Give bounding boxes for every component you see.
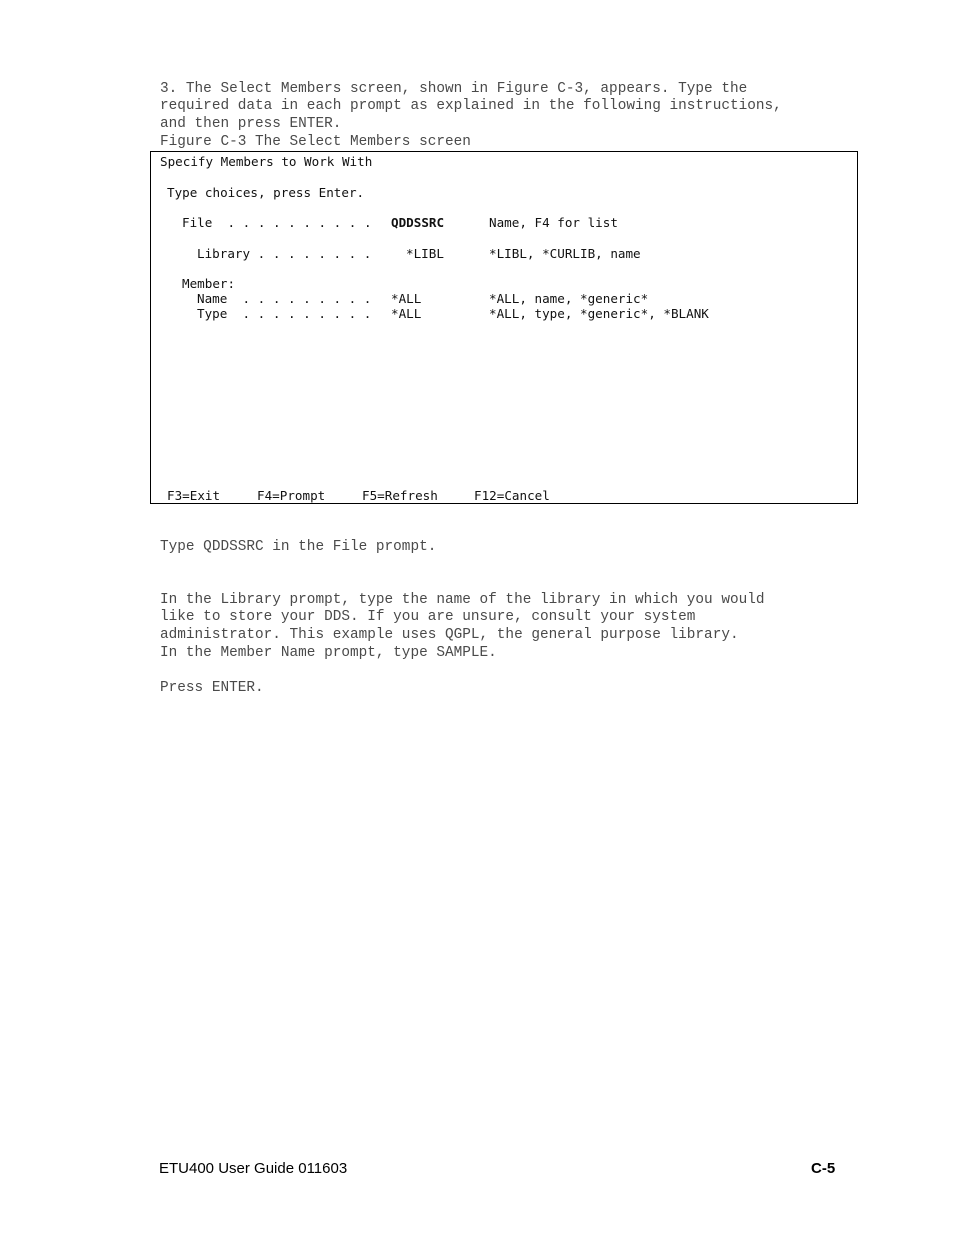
file-prompt-label: File . . . . . . . . . . [182,215,372,230]
member-name-input[interactable]: *ALL [391,291,422,306]
fkey-f5-refresh[interactable]: F5=Refresh [362,488,438,503]
screen-instructions: Type choices, press Enter. [167,185,365,200]
file-prompt-hint: Name, F4 for list [489,215,618,230]
figure-caption: Figure C-3 The Select Members screen [160,134,471,150]
file-prompt-input[interactable]: QDDSSRC [391,215,445,230]
terminal-screen [150,151,858,504]
library-prompt-label: Library . . . . . . . . [197,246,372,261]
screen-title: Specify Members to Work With [160,154,373,169]
step-4: Press ENTER. [160,680,264,696]
fkey-f3-exit[interactable]: F3=Exit [167,488,221,503]
member-type-label: Type . . . . . . . . . [197,306,372,321]
step-2 [160,574,765,644]
intro-line-2: required data in each prompt as explained in the following instructions, [160,98,782,114]
footer-document-title: ETU400 User Guide 011603 [159,1160,348,1177]
member-name-label: Name . . . . . . . . . [197,291,372,306]
intro-paragraph [160,63,782,133]
step-2-line-1: In the Library prompt, type the name of the library in which you would [160,591,765,608]
step-3: In the Member Name prompt, type SAMPLE. [160,645,497,661]
fkey-f4-prompt[interactable]: F4=Prompt [257,488,326,503]
footer-page-number: C-5 [811,1160,836,1177]
member-header: Member: [182,276,236,291]
intro-line-3: and then press ENTER. [160,115,342,132]
library-prompt-hint: *LIBL, *CURLIB, name [489,246,641,261]
intro-line-1: 3. The Select Members screen, shown in Figure C-3, appears. Type the [160,80,748,97]
library-prompt-input[interactable]: *LIBL [406,246,444,261]
member-name-hint: *ALL, name, *generic* [489,291,649,306]
member-type-hint: *ALL, type, *generic*, *BLANK [489,306,709,321]
step-2-line-2: like to store your DDS. If you are unsure, consult your system [160,609,696,625]
step-2-line-3: administrator. This example uses QGPL, the general purpose library. [160,626,739,643]
member-type-input[interactable]: *ALL [391,306,422,321]
fkey-f12-cancel[interactable]: F12=Cancel [474,488,550,503]
step-1: Type QDDSSRC in the File prompt. [160,539,437,555]
